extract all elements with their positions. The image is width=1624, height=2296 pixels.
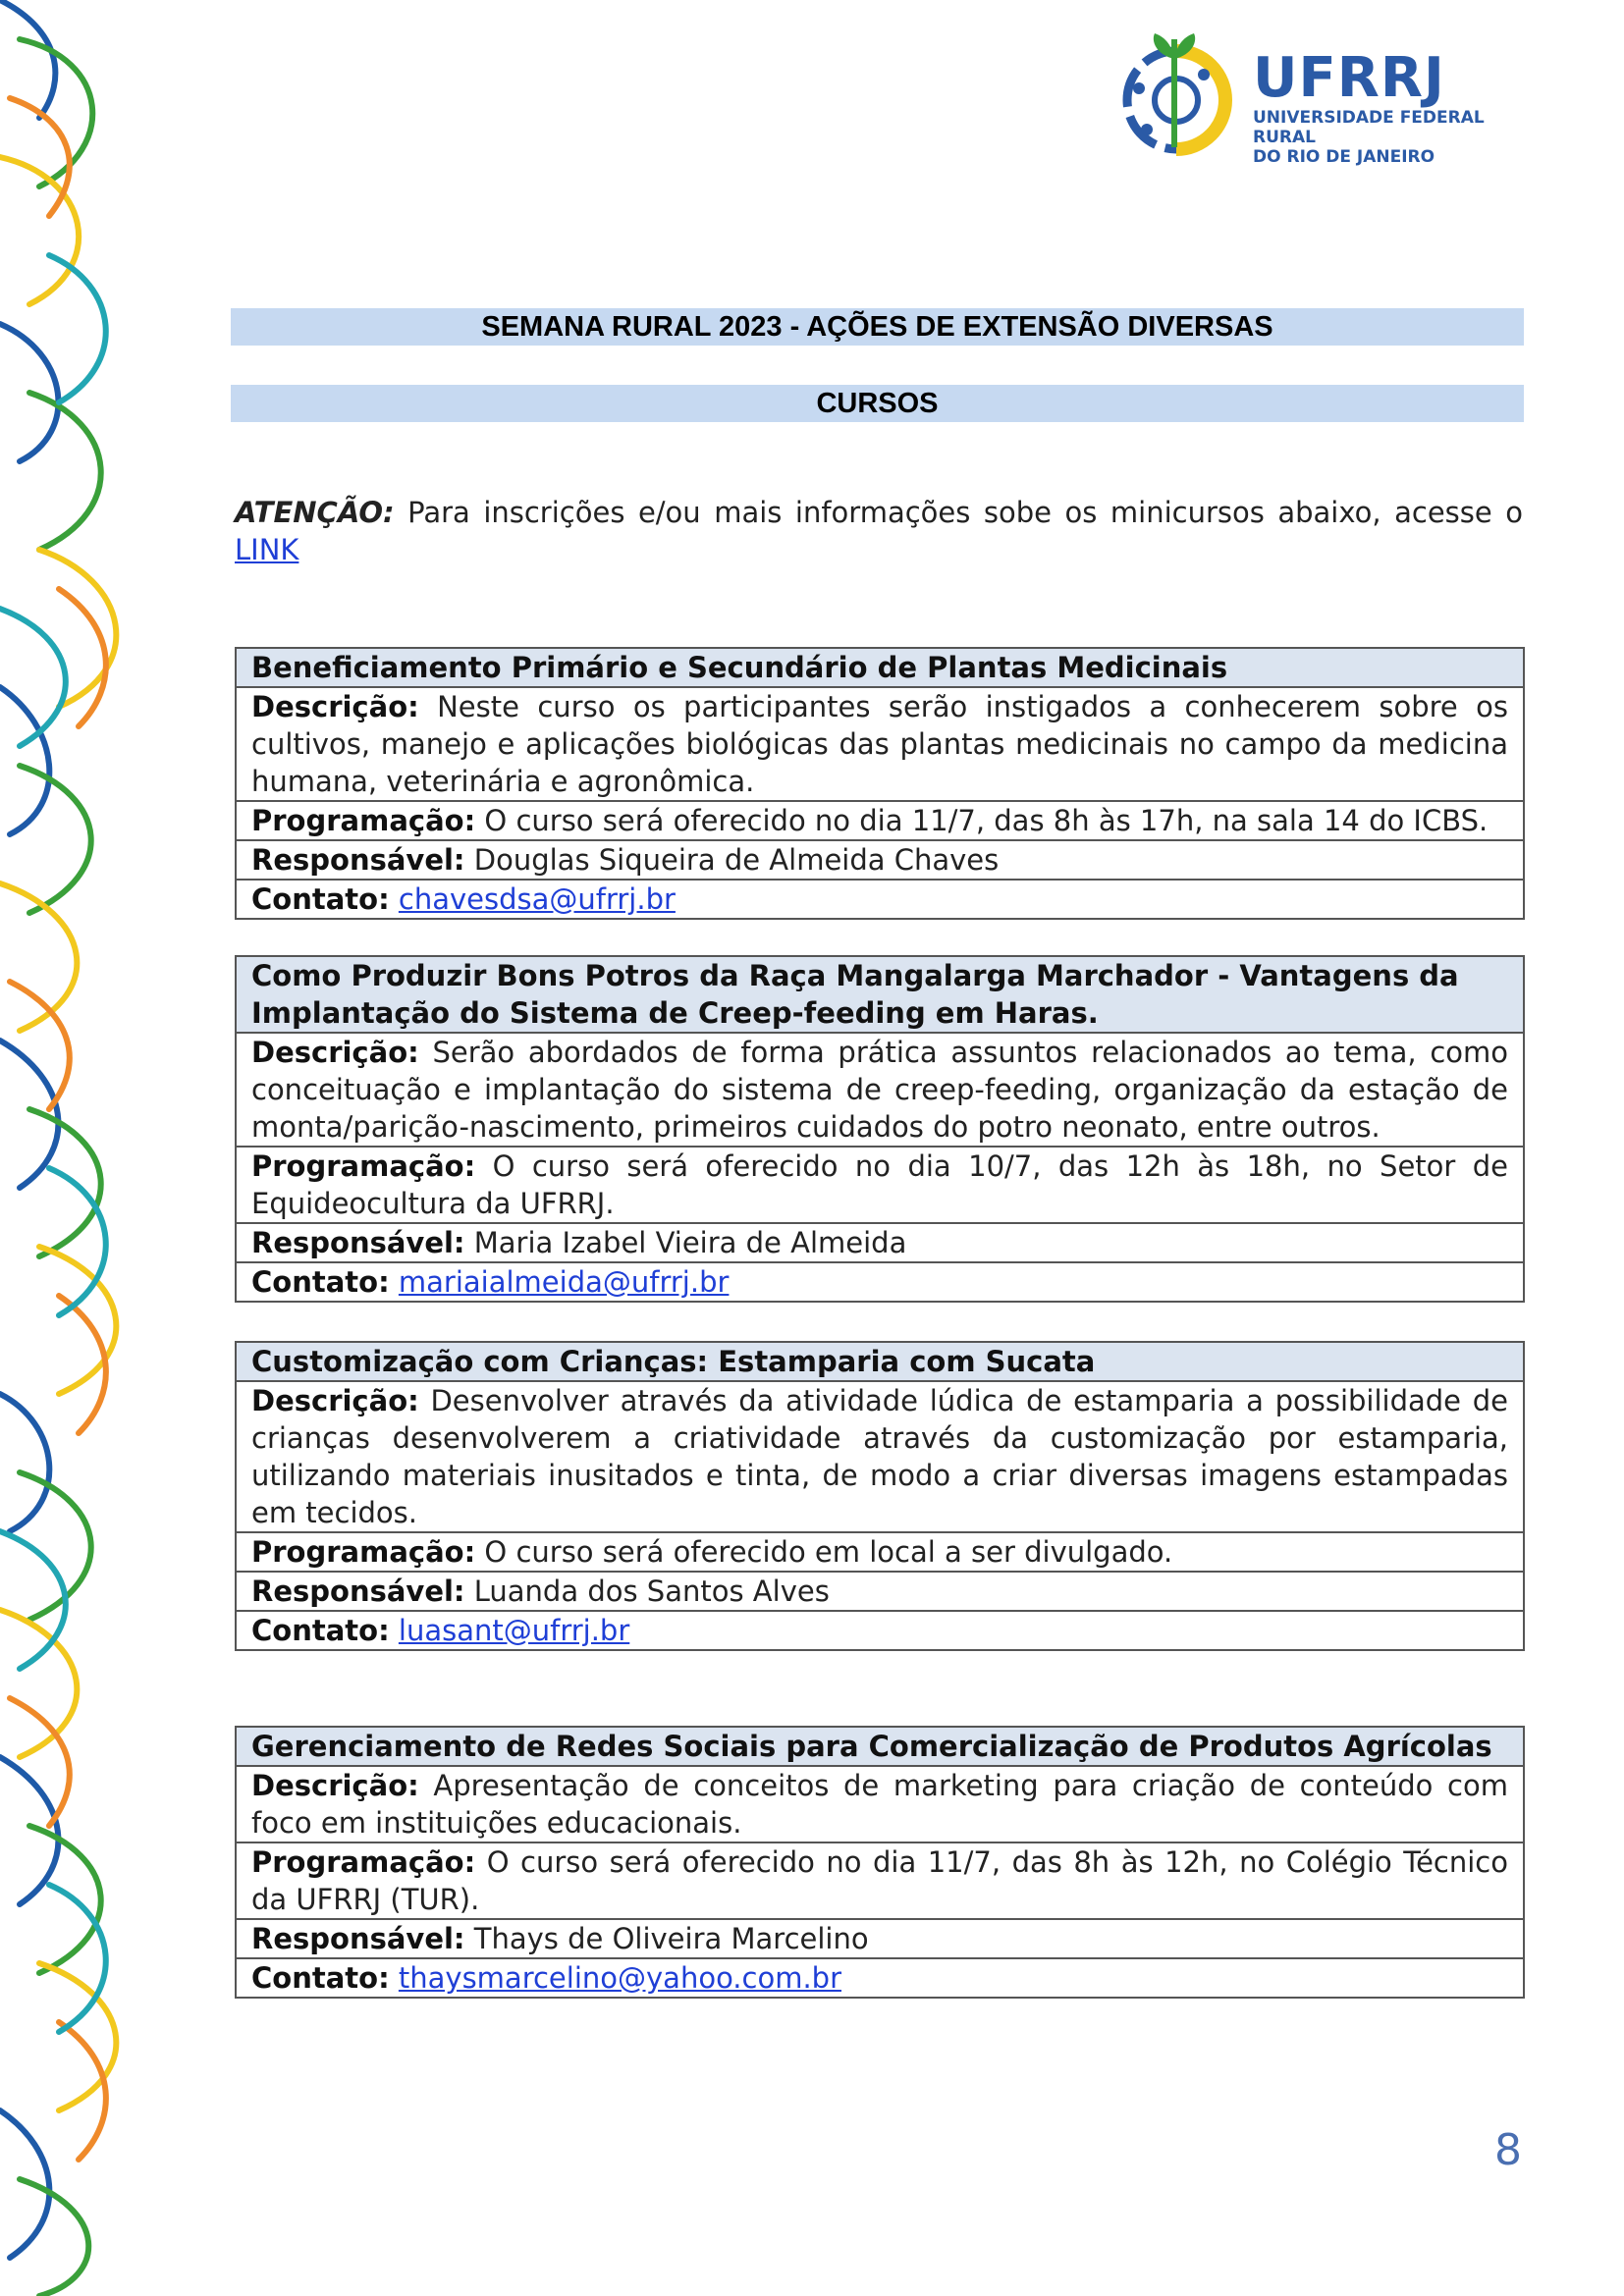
responsible-label: Responsável: — [251, 1226, 465, 1259]
course-title: Customização com Crianças: Estamparia com Sucata — [236, 1342, 1524, 1381]
course-schedule — [236, 1842, 1524, 1919]
course-description — [236, 1381, 1524, 1532]
ufrrj-emblem-icon — [1108, 20, 1245, 177]
schedule-text: O curso será oferecido no dia 11/7, das 8h às 17h, na sala 14 do ICBS. — [484, 804, 1489, 837]
course-description — [236, 687, 1524, 801]
page-title-banner: SEMANA RURAL 2023 - AÇÕES DE EXTENSÃO DIVERSAS — [231, 308, 1524, 346]
logo-name: UFRRJ — [1253, 46, 1445, 110]
description-label: Descrição: — [251, 1384, 419, 1417]
contact-email-link[interactable]: mariaialmeida@ufrrj.br — [398, 1265, 730, 1299]
course-responsible — [236, 1572, 1524, 1611]
contact-label: Contato: — [251, 1614, 390, 1647]
attention-notice — [235, 494, 1523, 568]
notice-text: Para inscrições e/ou mais informações sobe os minicursos abaixo, acesse o — [394, 496, 1523, 529]
schedule-text: O curso será oferecido no dia 10/7, das 12h às 18h, no Setor de Equideocultura da UFRRJ. — [251, 1149, 1508, 1220]
schedule-label: Programação: — [251, 1149, 476, 1183]
course-contact — [236, 1958, 1524, 1998]
course-description — [236, 1766, 1524, 1842]
responsible-text: Maria Izabel Vieira de Almeida — [473, 1226, 907, 1259]
schedule-label: Programação: — [251, 1535, 476, 1569]
description-text: Desenvolver através da atividade lúdica de estamparia a possibilidade de crianças desenvolverem a criatividade através da customização por estamparia, utilizando materiais inusitados e tinta, de modo a criar diversas imagens estampadas em tecidos. — [251, 1384, 1508, 1529]
contact-email-link[interactable]: luasant@ufrrj.br — [398, 1614, 630, 1647]
course-table — [235, 647, 1525, 920]
course-contact — [236, 880, 1524, 919]
course-title: Como Produzir Bons Potros da Raça Mangalarga Marchador - Vantagens da Implantação do Sistema de Creep-feeding em Haras. — [236, 956, 1524, 1033]
registration-link[interactable]: LINK — [235, 533, 299, 566]
contact-email-link[interactable]: thaysmarcelino@yahoo.com.br — [398, 1961, 842, 1995]
responsible-label: Responsável: — [251, 1575, 465, 1608]
responsible-text: Luanda dos Santos Alves — [473, 1575, 830, 1608]
responsible-text: Douglas Siqueira de Almeida Chaves — [473, 843, 1000, 877]
course-table — [235, 1726, 1525, 1999]
notice-lead: ATENÇÃO: — [235, 496, 395, 529]
course-title: Beneficiamento Primário e Secundário de Plantas Medicinais — [236, 648, 1524, 687]
logo-subtitle-line1: UNIVERSIDADE FEDERAL RURAL — [1253, 108, 1485, 147]
course-title: Gerenciamento de Redes Sociais para Comercialização de Produtos Agrícolas — [236, 1727, 1524, 1766]
description-text: Neste curso os participantes serão instigados a conhecerem sobre os cultivos, manejo e aplicações biológicas das plantas medicinais no campo da medicina humana, veterinária e agronômica. — [251, 690, 1509, 798]
responsible-label: Responsável: — [251, 1922, 465, 1955]
course-table — [235, 955, 1525, 1303]
course-schedule — [236, 1147, 1524, 1223]
description-label: Descrição: — [251, 1769, 419, 1802]
schedule-label: Programação: — [251, 804, 476, 837]
schedule-text: O curso será oferecido no dia 11/7, das 8h às 12h, no Colégio Técnico da UFRRJ (TUR). — [251, 1845, 1508, 1916]
course-description — [236, 1033, 1524, 1147]
course-responsible — [236, 1223, 1524, 1262]
course-schedule — [236, 1532, 1524, 1572]
responsible-label: Responsável: — [251, 843, 465, 877]
schedule-text: O curso será oferecido em local a ser divulgado. — [484, 1535, 1173, 1569]
section-title-banner: CURSOS — [231, 385, 1524, 422]
ufrrj-logo — [1108, 20, 1520, 177]
description-text: Serão abordados de forma prática assuntos relacionados ao tema, como conceituação e implantação do sistema de creep-feeding, organização da estação de monta/parição-nascimento, primeiros cuidados do potro neonato, entre outros. — [251, 1036, 1509, 1144]
decorative-petal-border — [0, 0, 177, 2296]
course-contact — [236, 1262, 1524, 1302]
course-schedule — [236, 801, 1524, 840]
contact-label: Contato: — [251, 1265, 390, 1299]
logo-subtitle-line2: DO RIO DE JANEIRO — [1253, 147, 1435, 167]
schedule-label: Programação: — [251, 1845, 476, 1879]
contact-label: Contato: — [251, 1961, 390, 1995]
contact-label: Contato: — [251, 882, 390, 916]
description-text: Apresentação de conceitos de marketing para criação de conteúdo com foco em instituições educacionais. — [251, 1769, 1508, 1840]
course-table — [235, 1341, 1525, 1651]
page-number: 8 — [1494, 2125, 1522, 2175]
contact-email-link[interactable]: chavesdsa@ufrrj.br — [398, 882, 676, 916]
course-responsible — [236, 1919, 1524, 1958]
course-contact — [236, 1611, 1524, 1650]
description-label: Descrição: — [251, 690, 419, 723]
responsible-text: Thays de Oliveira Marcelino — [473, 1922, 869, 1955]
description-label: Descrição: — [251, 1036, 419, 1069]
course-responsible — [236, 840, 1524, 880]
